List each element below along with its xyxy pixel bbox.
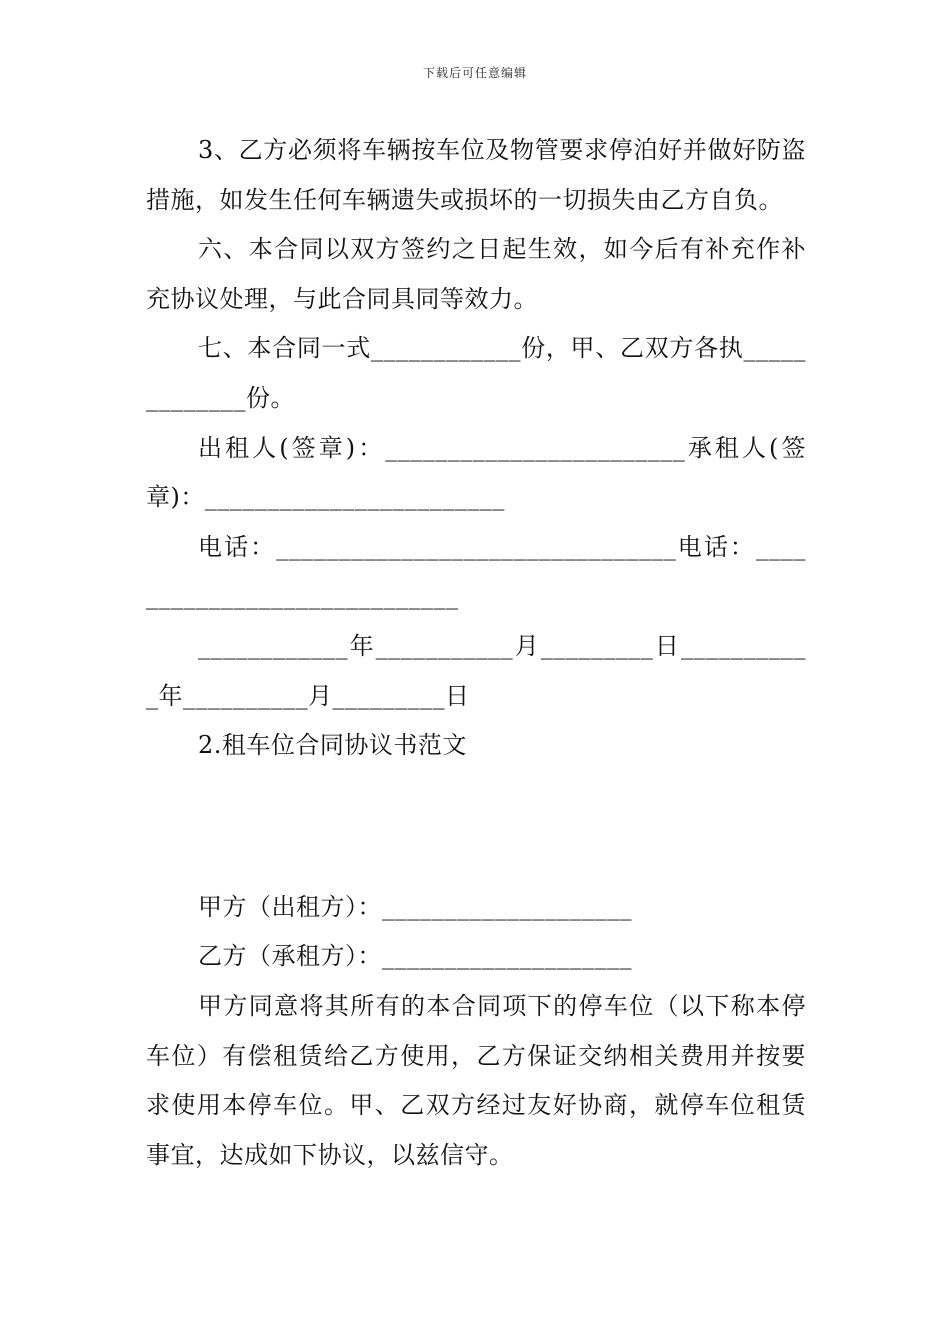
- party-b-line: 乙方（承租方）：____________________: [198, 942, 632, 971]
- clause-six-paragraph: 六、本合同以双方签约之日起生效，如今后有补充作补充协议处理，与此合同具同等效力。: [146, 235, 806, 313]
- clause-3-paragraph: 3、乙方必须将车辆按车位及物管要求停泊好并做好防盗措施，如发生任何车辆遗失或损坏的一切损失由乙方自负。: [146, 136, 806, 214]
- page-header: 下载后可任意编辑: [422, 66, 527, 80]
- clause-seven-paragraph: 七、本合同一式____________份，甲、乙双方各执_____________份。: [146, 334, 806, 412]
- signature-line: 出租人(签章)：________________________承租人(签章)：________________________: [146, 433, 806, 512]
- section-title: 2.租车位合同协议书范文: [198, 731, 467, 760]
- date-line: ____________年___________月_________日___________年__________月_________日: [146, 631, 806, 710]
- agreement-intro-paragraph: 甲方同意将其所有的本合同项下的停车位（以下称本停车位）有偿租赁给乙方使用，乙方保证交纳相关费用并按要求使用本停车位。甲、乙双方经过友好协商，就停车位租赁事宜，达成如下协议，以兹信守。: [146, 991, 806, 1169]
- document-body: [146, 126, 806, 1180]
- party-a-line: 甲方（出租方）：____________________: [198, 892, 632, 921]
- blank-gap: [146, 771, 806, 883]
- phone-line: 电话：________________________________电话：_____________________________: [146, 532, 806, 611]
